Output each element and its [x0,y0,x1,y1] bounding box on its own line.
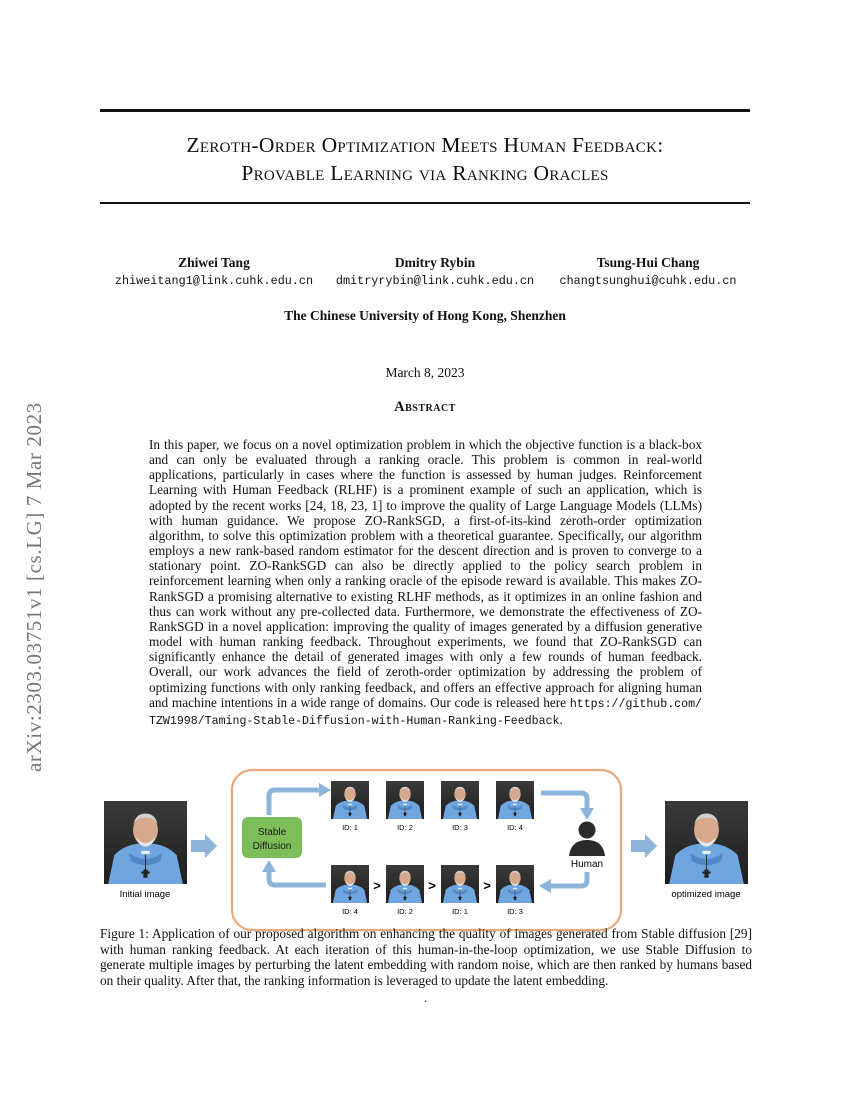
trailing-dot: . [424,990,428,1005]
paper-date: March 8, 2023 [385,365,465,380]
candidate-image [496,781,534,819]
rank-symbol: > [483,878,491,893]
image-id-label: ID: 4 [342,907,358,916]
arrowhead-icon [319,783,331,797]
arrow-to-human-icon [541,793,587,810]
arrow-from-human-icon [549,872,587,886]
image-id-label: ID: 3 [452,823,468,832]
ranked-image [496,865,534,903]
title-rule-top [100,109,750,112]
affiliation: The Chinese University of Hong Kong, Shenzhen [284,308,566,323]
arrowhead-icon [580,808,594,820]
arrow-sd-to-top-icon [269,790,321,815]
paper-title-line2: Provable Learning via Ranking Oracles [241,161,609,185]
initial-image [104,801,187,884]
arrow-right-icon [631,834,657,858]
candidate-image [331,781,369,819]
ranked-image [441,865,479,903]
ranked-image [386,865,424,903]
abstract-heading: Abstract [394,399,456,415]
optimized-image-label: optimized image [671,889,741,900]
stable-diffusion-label-line1: Stable [257,827,287,838]
author-name: Zhiwei Tang [178,255,250,270]
author-block [518,255,778,288]
human-label: Human [570,859,604,870]
abstract-body [149,437,702,729]
arxiv-identifier-stamp[interactable]: arXiv:2303.03751v1 [cs.LG] 7 Mar 2023 [22,402,46,772]
author-name: Dmitry Rybin [394,255,476,270]
code-url-link[interactable]: https://github.com/TZW1998/Taming-Stable-Diffusion-with-Human-Ranking-Feedback [149,697,703,728]
stable-diffusion-label-line2: Diffusion [252,841,292,852]
title-rule-bottom [100,202,750,204]
author-email[interactable]: dmitryrybin@link.cuhk.edu.cn [335,274,535,288]
arrowhead-icon [539,879,551,893]
abstract-text: In this paper, we focus on a novel optimization problem in which the objective function is a black-box and can only be evaluated through a ranking oracle. This problem is common in real-world applications, particularly in cases where the function is assessed by human judges. Reinforcement Learning with Human Feedback (RLHF) is a prominent example of such an application, which is adopted by the recent works [24, 18, 23, 1] to improve the quality of Large Language Models (LLMs) with human guidance. We propose ZO-RankSGD, a first-of-its-kind zeroth-order optimization algorithm, to solve this optimization problem with a theoretical guarantee. Specifically, our algorithm employs a new rank-based random estimator for the descent direction and is proven to converge to a stationary point. ZO-RankSGD can also be directly applied to the policy search problem in reinforcement learning when only a ranking oracle of the episode reward is available. This makes ZO-RankSGD a promising alternative to existing RLHF methods, as it optimizes in an online fashion and thus can work without any pre-collected data. Furthermore, we demonstrate the effectiveness of ZO-RankSGD in a novel application: improving the quality of images generated by a diffusion generative model with human ranking feedback. Throughout experiments, we found that ZO-RankSGD can significantly enhance the detail of generated images with only a few rounds of human feedback. Overall, our work advances the field of zeroth-order optimization by addressing the problem of optimizing functions with only ranking feedback, and offers an effective approach for aligning human and machine intentions in a wide range of domains. Our code is released here [149,437,702,710]
image-id-label: ID: 1 [452,907,468,916]
arrow-bottom-to-sd-icon [269,870,326,885]
rank-symbol: > [373,878,381,893]
image-id-label: ID: 2 [397,907,413,916]
author-name: Tsung-Hui Chang [596,255,700,270]
rank-symbol: > [428,878,436,893]
figure-caption: Figure 1: Application of our proposed algorithm on enhancing the quality of images generated from Stable diffusion [29] with human ranking feedback. At each iteration of this human-in-the-loop optimization, we use Stable Diffusion to generate multiple images by perturbing the latent embedding with random noise, which are then ranked by humans based on their quality. After that, the ranking information is leveraged to update the latent embedding. [100,926,752,988]
arrow-right-icon [191,834,217,858]
author-email[interactable]: zhiweitang1@link.cuhk.edu.cn [114,274,314,288]
initial-image-label: Initial image [119,889,171,900]
candidate-image [441,781,479,819]
arrowhead-icon [262,860,276,872]
image-id-label: ID: 3 [507,907,523,916]
human-icon [569,822,605,857]
image-id-label: ID: 2 [397,823,413,832]
paper-title-line1: Zeroth-Order Optimization Meets Human Feedback: [186,133,664,157]
figure-1 [95,760,760,935]
candidate-image [386,781,424,819]
image-id-label: ID: 1 [342,823,358,832]
image-id-label: ID: 4 [507,823,523,832]
abstract-end: . [559,711,563,727]
author-email[interactable]: changtsunghui@cuhk.edu.cn [559,274,737,288]
ranked-image [331,865,369,903]
optimized-image [665,801,748,884]
